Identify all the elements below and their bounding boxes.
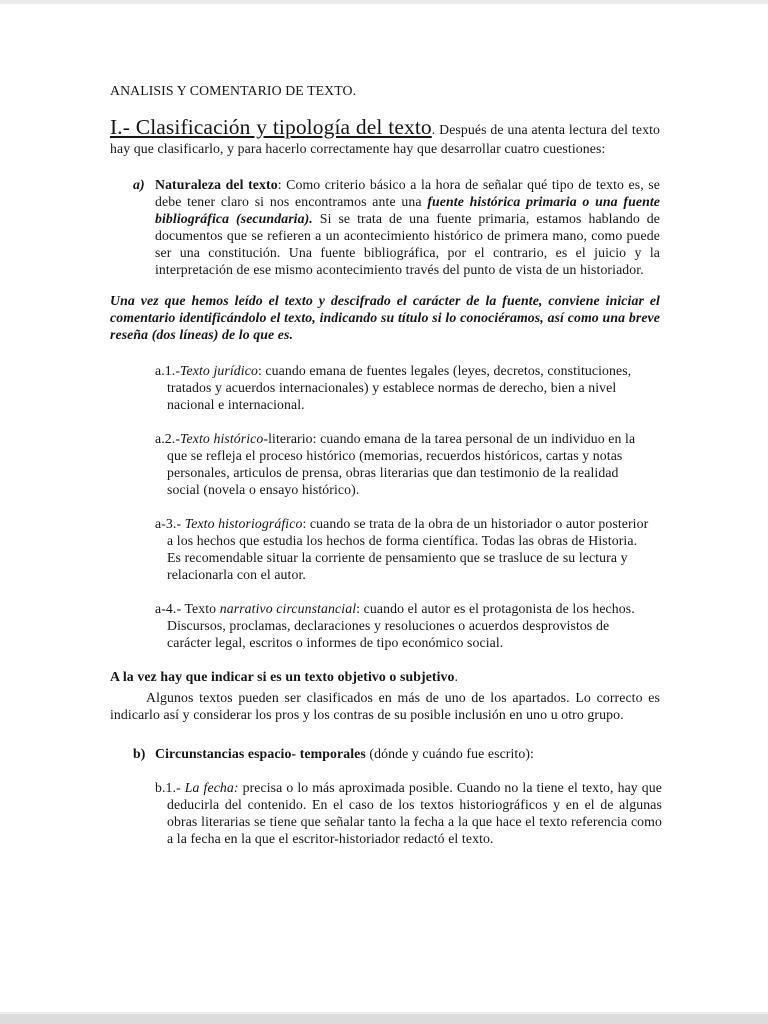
reading-note: Una vez que hemos leído el texto y descifrado el carácter de la fuente, conviene iniciar el comentario identificándolo el texto, indicando su título si lo conociéramos, así como una breve reseña (dos líneas) de lo que es.	[110, 293, 660, 342]
sub-a3-text: : cuando se trata de la obra de un historiador o autor posterior a los hechos que estudia los hechos de forma científica. Todas las obras de Historia. Es recomendable situar la corriente de pensamiento que se trasluce de su lectura y relacionarla con el autor.	[167, 516, 649, 582]
sub-item-a2	[155, 430, 649, 498]
section-intro: . Después de una atenta lectura del texto hay que clasificarlo, y para hacerlo correctamente hay que desarrollar cuatro cuestiones:	[110, 122, 661, 156]
sub-a1-text: : cuando emana de fuentes legales (leyes, decretos, constituciones, tratados y acuerdos internacionales) y establece normas de derecho, bien a nivel nacional e internacional.	[167, 363, 632, 412]
sub-item-a3	[155, 515, 649, 583]
sub-a4-text: : cuando el autor es el protagonista de los hechos. Discursos, proclamas, declaraciones y resoluciones o acuerdos desprovistos de carácter legal, escritos o informes de tipo económico social.	[167, 601, 635, 650]
item-b-label: Circunstancias espacio- temporales	[155, 746, 370, 761]
sub-a2-marker: a.2.-	[155, 431, 181, 446]
sub-a2-text: -literario: cuando emana de la tarea personal de un individuo en la que se refleja el proceso histórico (memorias, recuerdos históricos, cartas y notas personales, articulos de prensa, obras literarias que dan testimonio de la realidad social (novela o ensayo histórico).	[167, 431, 636, 497]
list-item-a-marker: a)	[133, 177, 145, 192]
sub-a3-marker: a-3.-	[155, 516, 185, 531]
sub-a4-term: narrativo circunstancial	[219, 601, 357, 616]
sub-item-b1	[155, 779, 662, 847]
sub-b1-term: La fecha:	[184, 780, 239, 795]
item-b-run: (dónde y cuándo fue escrito):	[369, 746, 534, 761]
sub-item-a4	[155, 600, 649, 651]
sub-b1-text: precisa o lo más aproximada posible. Cuando no la tiene el texto, hay que deducirla del contenido. En el caso de los textos historiográficos y en el de algunas obras literarias se tiene que señalar tanto la fecha a la que hace el texto referencia como a la fecha en la que el escritor-historiador redactó el texto.	[167, 780, 662, 846]
list-item-a-text	[155, 176, 660, 278]
item-a-label: Naturaleza del texto	[155, 177, 278, 192]
item-a-run-2: Si se trata de una fuente primaria, estamos hablando de documentos que se refieren a un acontecimiento histórico de primera mano, como puede ser una constitución. Una fuente bibliográfica, por el contrario, es el juicio y la interpretación de ese mismo acontecimiento través del punto de vista de un historiador.	[155, 211, 660, 277]
section-title: I.- Clasificación y tipología del texto	[110, 115, 432, 139]
sub-item-a1	[155, 362, 649, 413]
scan-edge-bottom	[0, 1012, 768, 1024]
sub-a1-marker: a.1.-	[155, 363, 181, 378]
document-header: ANALISIS Y COMENTARIO DE TEXTO.	[110, 83, 357, 98]
sub-a3-term: Texto historiográfico	[184, 516, 303, 531]
sub-a4-marker: a-4.- Texto	[155, 601, 220, 616]
objective-note-bold: A la vez hay que indicar si es un texto objetivo o subjetivo	[110, 669, 455, 684]
list-item-a	[133, 176, 660, 278]
list-item-b-marker: b)	[133, 746, 146, 761]
sub-b1-marker: b.1.-	[155, 780, 185, 795]
list-item-b-text	[155, 745, 660, 762]
sub-a2-term: Texto histórico	[180, 431, 264, 446]
item-a-run-1: : Como criterio básico a la hora de señalar qué tipo de texto es, se debe tener claro si nos encontramos ante una	[155, 177, 660, 209]
classification-paragraph: Algunos textos pueden ser clasificados en más de uno de los apartados. Lo correcto es indicarlo así y considerar los pros y los contras de su posible inclusión en uno u otro grupo.	[110, 690, 660, 722]
section-heading-paragraph	[110, 114, 660, 157]
list-item-b	[133, 745, 660, 762]
sub-a1-term: Texto jurídico	[180, 363, 258, 378]
objective-subjective-note	[110, 668, 660, 685]
item-a-emphasis: fuente histórica primaria o una fuente bibliográfica (secundaria).	[155, 194, 660, 226]
objective-note-tail: .	[454, 669, 459, 684]
